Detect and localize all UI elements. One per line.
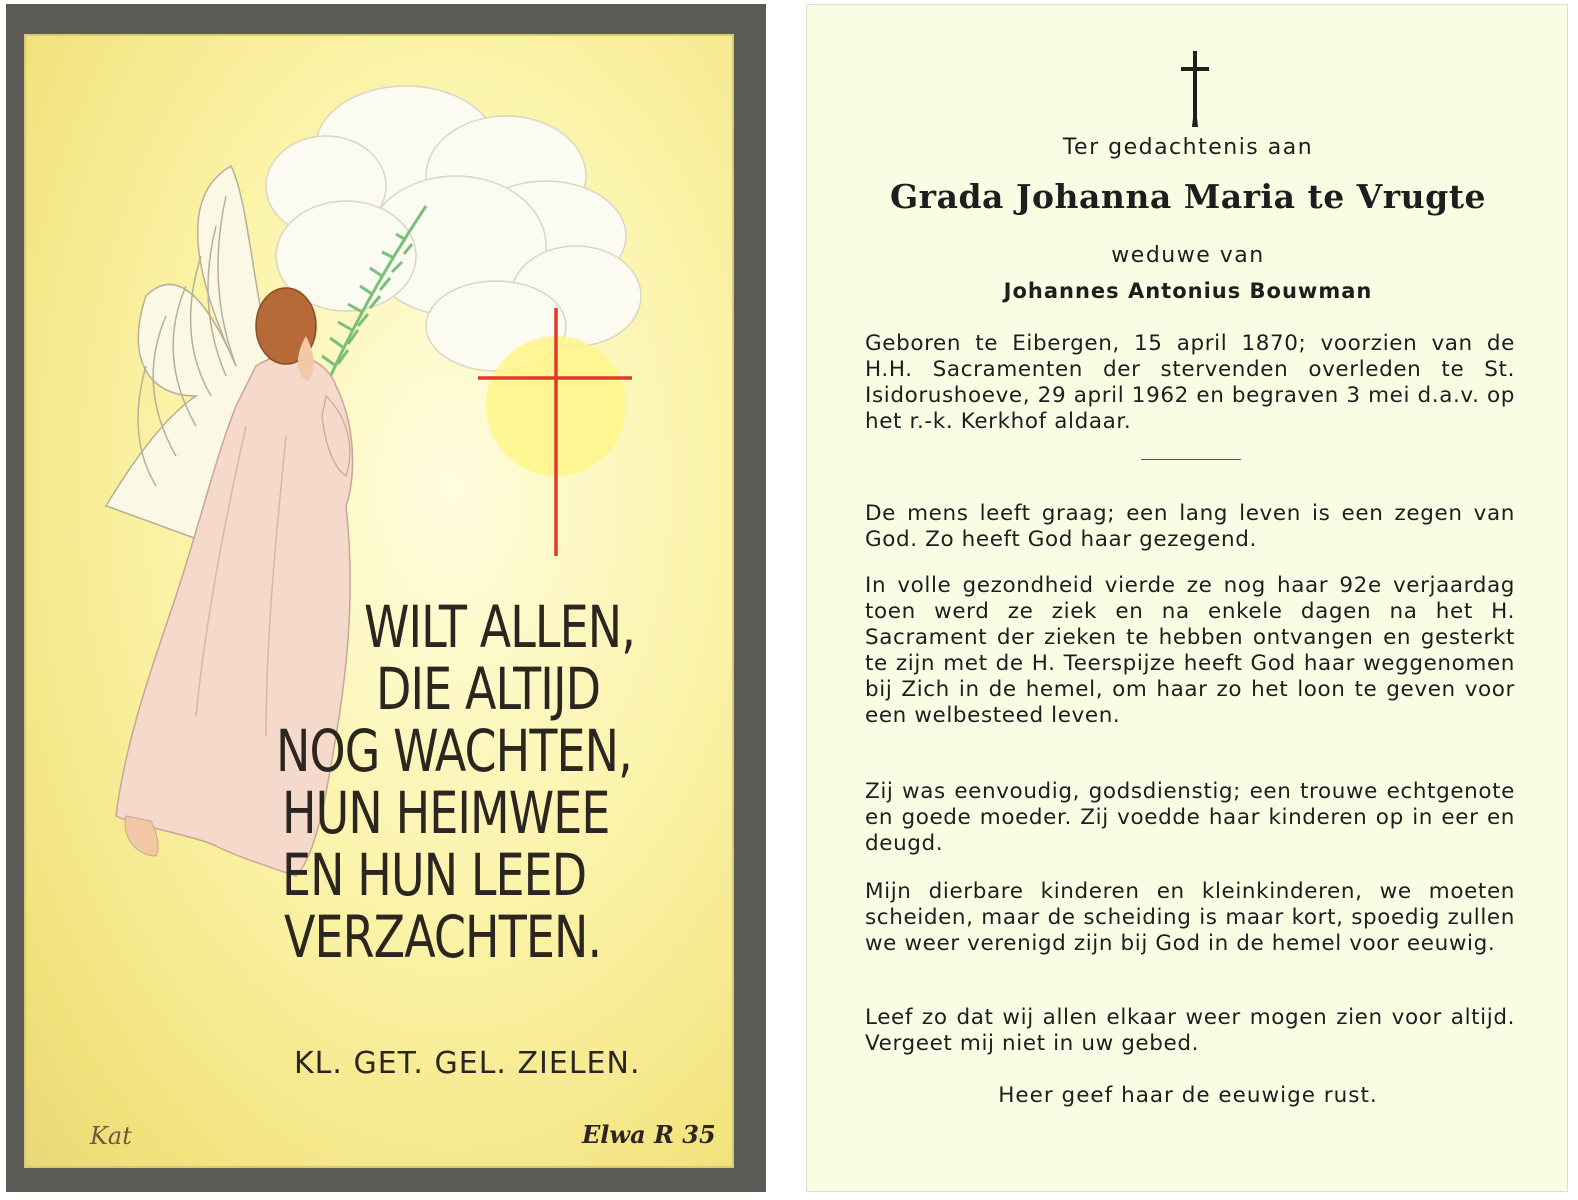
verse-line: VERZACHTEN. bbox=[284, 903, 602, 971]
verse-line: DIE ALTIJD bbox=[376, 655, 601, 723]
paragraph: In volle gezondheid vierde ze nog haar 92e verjaardag toen werd ze ziek en na enkele dagen na het H. Sacrament der zieken te hebben ontvangen en gesterkt te zijn met de H. Teerspijze heeft God haar weggenomen bij Zich in de hemel, om haar zo het loon te geven voor een welbesteed leven. bbox=[865, 573, 1515, 728]
memorial-card-front bbox=[6, 4, 766, 1192]
birth-death-paragraph: Geboren te Eibergen, 15 april 1870; voorzien van de H.H. Sacramenten der stervenden overleden te St. Isidorushoeve, 29 april 1962 en begraven 3 mei d.a.v. op het r.-k. Kerkhof aldaar. bbox=[865, 331, 1515, 434]
intro-text: Ter gedachtenis aan bbox=[1062, 135, 1314, 160]
illustration-panel bbox=[24, 34, 734, 1168]
verse-line: HUN HEIMWEE bbox=[282, 779, 610, 847]
paragraph: Mijn dierbare kinderen en kleinkinderen, we moeten scheiden, maar de scheiding is maar kort, spoedig zullen we weer verenigd zijn bij God in de hemel voor eeuwig. bbox=[865, 879, 1515, 956]
memorial-card-back bbox=[806, 4, 1568, 1192]
artist-signature: Kat bbox=[90, 1122, 132, 1150]
closing-prayer: Heer geef haar de eeuwige rust. bbox=[998, 1083, 1378, 1108]
cross-icon bbox=[1175, 49, 1215, 129]
verse-line: EN HUN LEED bbox=[282, 841, 587, 909]
paragraph: Zij was eenvoudig, godsdienstig; een trouwe echtgenote en goede moeder. Zij voedde haar kinderen op in eer en deugd. bbox=[865, 779, 1515, 856]
verse-line: NOG WACHTEN, bbox=[276, 717, 632, 785]
verse-source: KL. GET. GEL. ZIELEN. bbox=[294, 1046, 641, 1081]
paragraph: De mens leeft graag; een lang leven is een zegen van God. Zo heeft God haar gezegend. bbox=[865, 501, 1515, 552]
cloud-illustration bbox=[266, 86, 641, 371]
deceased-name: Grada Johanna Maria te Vrugte bbox=[890, 177, 1486, 216]
verse-line: WILT ALLEN, bbox=[364, 593, 635, 661]
widow-of-text: weduwe van bbox=[1111, 243, 1265, 268]
publisher-mark: Elwa R 35 bbox=[582, 1120, 716, 1149]
verse-text bbox=[276, 593, 696, 971]
paragraph: Leef zo dat wij allen elkaar weer mogen zien voor altijd. Vergeet mij niet in uw gebed. bbox=[865, 1005, 1515, 1056]
spouse-name: Johannes Antonius Bouwman bbox=[1003, 279, 1373, 303]
divider-line bbox=[1141, 459, 1241, 460]
